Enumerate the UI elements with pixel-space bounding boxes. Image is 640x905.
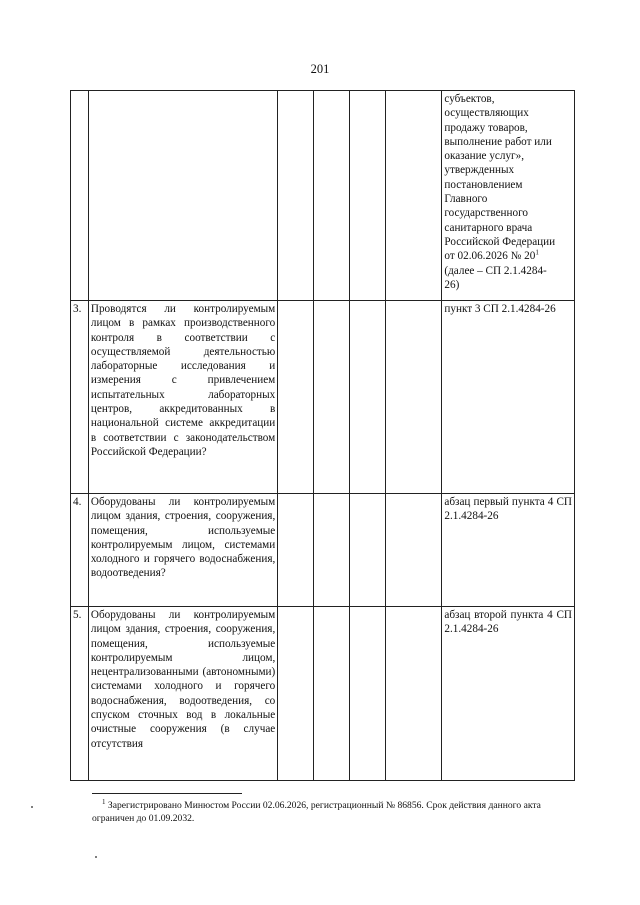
answer-cell-no <box>314 301 350 494</box>
footnote <box>92 799 584 825</box>
table-row <box>71 607 575 781</box>
answer-cell-yes <box>278 607 314 781</box>
reference-cell: абзац второй пункта 4 СП 2.1.4284-26 <box>442 607 575 781</box>
note-cell <box>385 301 442 494</box>
answer-cell-no <box>314 494 350 607</box>
footnote-marker: 1 <box>102 797 106 806</box>
checklist-table <box>70 90 575 781</box>
reference-cell <box>442 91 575 301</box>
answer-cell-na <box>349 607 385 781</box>
row-number: 4. <box>71 494 89 607</box>
reference-cell: пункт 3 СП 2.1.4284-26 <box>442 301 575 494</box>
question-cell <box>88 91 277 301</box>
row-number <box>71 91 89 301</box>
question-cell: Проводятся ли контролируемым лицом в рамках производственного контроля в соответствии с осуществляемой деятельностью лабораторные исследования и измерения с привлечением испытательных лабораторных центров, аккредитованных в национальной системе аккредитации в соответствии с законодательством Российской Федерации? <box>88 301 277 494</box>
answer-cell-na <box>349 494 385 607</box>
row-number: 3. <box>71 301 89 494</box>
note-cell <box>385 91 442 301</box>
footnote-divider <box>92 793 242 794</box>
question-cell: Оборудованы ли контролируемым лицом здания, строения, сооружения, помещения, используемые контролируемым лицом, нецентрализованными (автономными) системами холодного и горячего водоснабжения, водоотведения, со спуском сточных вод в локальные очистные сооружения (в случае отсутствия <box>88 607 277 781</box>
row-number: 5. <box>71 607 89 781</box>
footnote-ref: 1 <box>535 248 539 257</box>
page-number: 201 <box>310 62 330 76</box>
scan-speck <box>95 856 97 858</box>
answer-cell-yes <box>278 494 314 607</box>
note-cell <box>385 607 442 781</box>
table-row <box>71 494 575 607</box>
answer-cell-na <box>349 91 385 301</box>
table-row <box>71 91 575 301</box>
answer-cell-na <box>349 301 385 494</box>
question-cell: Оборудованы ли контролируемым лицом здания, строения, сооружения, помещения, используемые контролируемым лицом, системами холодного и горячего водоснабжения, водоотведения? <box>88 494 277 607</box>
scan-speck <box>31 806 33 808</box>
answer-cell-no <box>314 607 350 781</box>
answer-cell-no <box>314 91 350 301</box>
answer-cell-yes <box>278 91 314 301</box>
reference-text-tail: (далее – СП 2.1.4284- 26) <box>444 264 547 291</box>
reference-text: субъектов, осуществляющих продажу товаров, выполнение работ или оказание услуг», утвержденных постановлением Главного государственного санитарного врача Российской Федерации от 02.06.2026 № 20 <box>444 93 556 263</box>
table-row <box>71 301 575 494</box>
footnote-text: Зарегистрировано Минюстом России 02.06.2026, регистрационный № 86856. Срок действия данного акта ограничен до 01.09.2032. <box>92 800 541 824</box>
reference-cell: абзац первый пункта 4 СП 2.1.4284-26 <box>442 494 575 607</box>
answer-cell-yes <box>278 301 314 494</box>
note-cell <box>385 494 442 607</box>
